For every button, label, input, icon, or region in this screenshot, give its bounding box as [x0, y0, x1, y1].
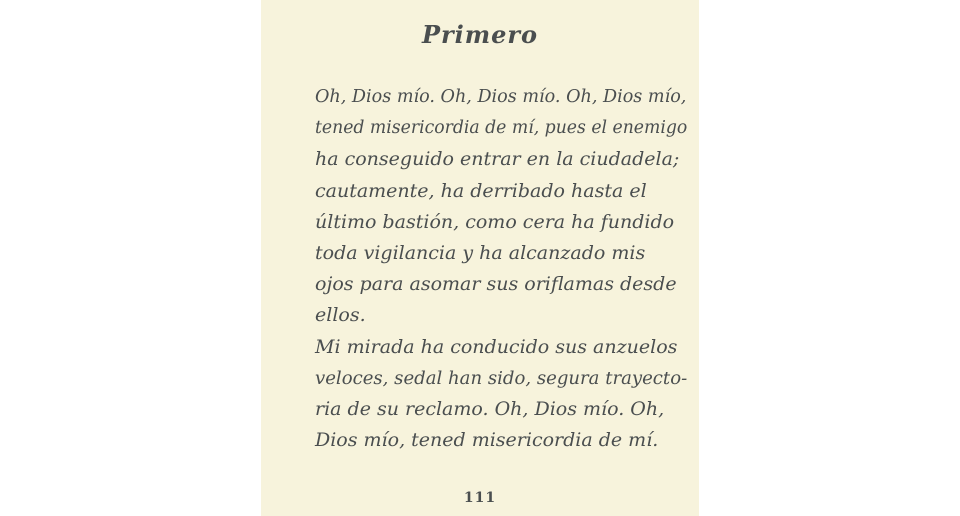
poem-line: ha conseguido entrar en la ciudadela; — [315, 148, 680, 171]
poem-line: tened misericordia de mí, pues el enemigo — [315, 118, 688, 139]
poem-line: Mi mirada ha conducido sus anzuelos — [315, 335, 678, 358]
poem-body — [315, 82, 695, 456]
poem-line: Oh, Dios mío. Oh, Dios mío. Oh, Dios mío, — [315, 87, 687, 107]
poem-line: veloces, sedal han sido, segura trayecto- — [315, 367, 688, 389]
poem-line: ria de su reclamo. Oh, Dios mío. Oh, — [315, 397, 665, 420]
book-page — [261, 0, 699, 516]
poem-line: ellos. — [315, 304, 366, 327]
poem-line: toda vigilancia y ha alcanzado mis — [315, 241, 646, 264]
poem-line: Dios mío, tened misericordia de mí. — [315, 429, 659, 452]
poem-line: ojos para asomar sus oriflamas desde — [315, 273, 677, 296]
poem-line: cautamente, ha derribado hasta el — [315, 179, 647, 202]
page-number: 111 — [463, 490, 497, 506]
poem-line: último bastión, como cera ha fundido — [315, 210, 675, 233]
page-title: Primero — [421, 20, 539, 49]
